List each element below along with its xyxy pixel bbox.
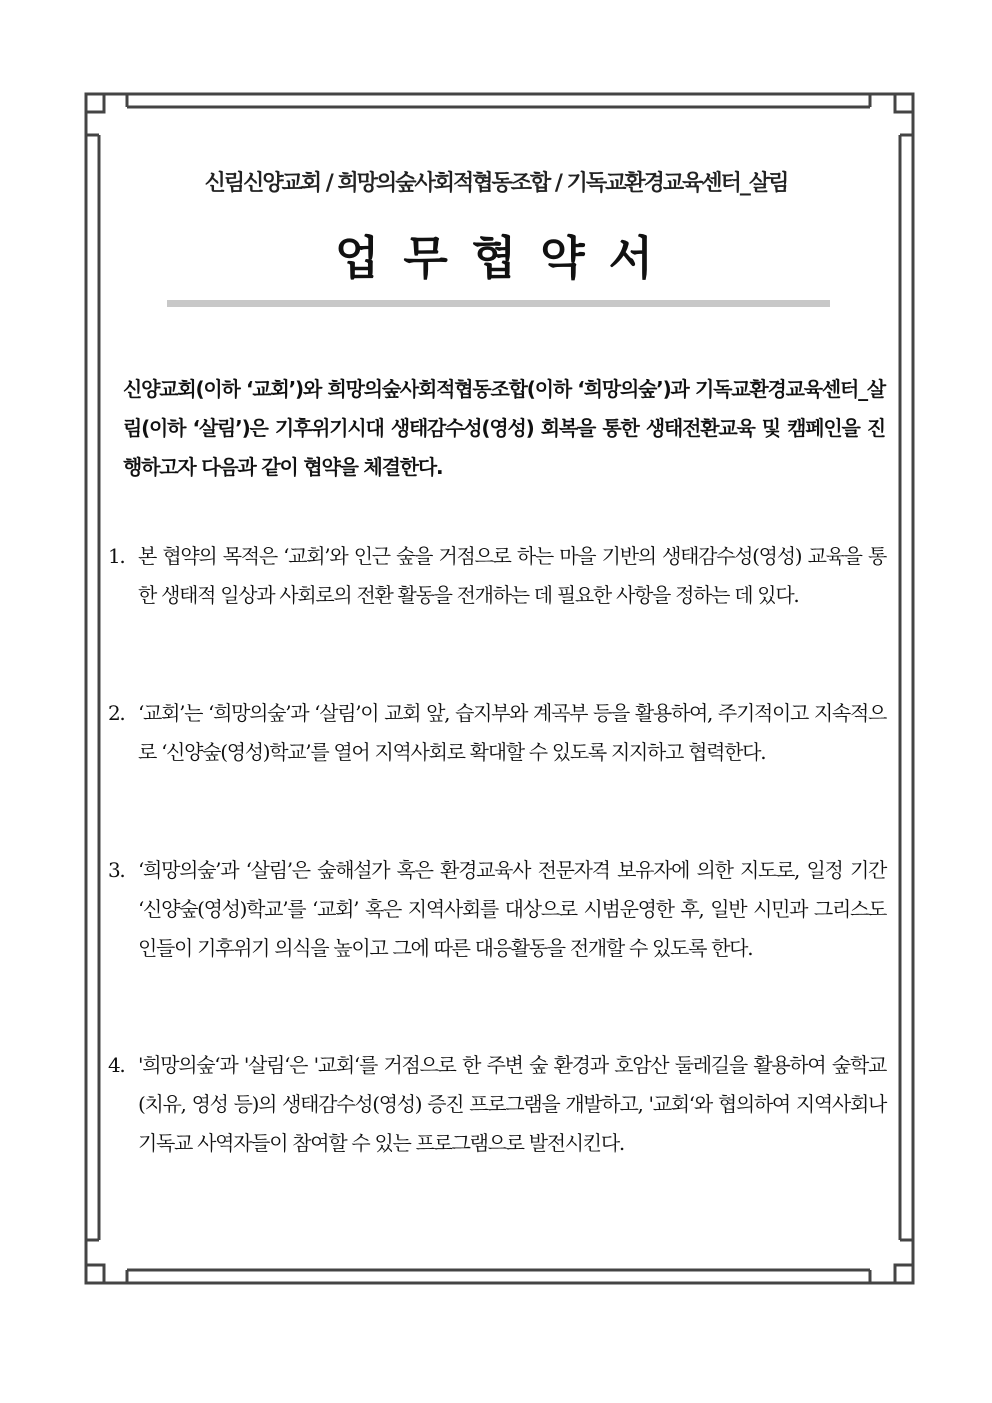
- clause-number: 1.: [108, 544, 125, 568]
- clause-item: [108, 537, 886, 615]
- agreement-intro: 신양교회(이하 ‘교회’)와 희망의숲사회적협동조합(이하 ‘희망의숲’)과 기독교환경교육센터_살림(이하 ‘살림’)은 기후위기시대 생태감수성(영성) 회복을 통한 생태전환교육 및 캠페인을 진행하고자 다음과 같이 협약을 체결한다.: [123, 377, 885, 479]
- clause-text: ‘희망의숲’과 ‘살림’은 숲해설가 혹은 환경교육사 전문자격 보유자에 의한 지도로, 일정 기간 ‘신양숲(영성)학교’를 ‘교회’ 혹은 지역사회를 대상으로 시범운영한 후, 일반 시민과 그리스도인들이 기후위기 의식을 높이고 그에 따른 대응활동을 전개할 수 있도록 한다.: [138, 858, 886, 960]
- clause-number: 3.: [108, 858, 125, 882]
- clause-text: ‘교회’는 ‘희망의숲’과 ‘살림’이 교회 앞, 습지부와 계곡부 등을 활용하여, 주기적이고 지속적으로 ‘신양숲(영성)학교’를 열어 지역사회로 확대할 수 있도록 지지하고 협력한다.: [138, 701, 886, 764]
- document-title: 업 무 협 약 서: [334, 231, 658, 285]
- clause-number: 4.: [108, 1053, 125, 1077]
- clause-text: 본 협약의 목적은 ‘교회’와 인근 숲을 거점으로 하는 마을 기반의 생태감수성(영성) 교육을 통한 생태적 일상과 사회로의 전환 활동을 전개하는 데 필요한 사항을 정하는 데 있다.: [138, 544, 886, 607]
- clause-number: 2.: [108, 701, 125, 725]
- parties-subtitle: 신림신양교회 / 희망의숲사회적협동조합 / 기독교환경교육센터_살림: [204, 171, 788, 196]
- clause-item: [108, 851, 886, 968]
- clause-item: [108, 1046, 886, 1163]
- clause-text: '희망의숲‘과 '살림‘은 '교회‘를 거점으로 한 주변 숲 환경과 호암산 둘레길을 활용하여 숲학교(치유, 영성 등)의 생태감수성(영성) 증진 프로그램을 개발하고, '교회‘와 협의하여 지역사회나 기독교 사역자들이 참여할 수 있는 프로그램으로 발전시킨다.: [138, 1053, 886, 1155]
- clause-item: [108, 694, 886, 772]
- title-divider: [167, 300, 830, 307]
